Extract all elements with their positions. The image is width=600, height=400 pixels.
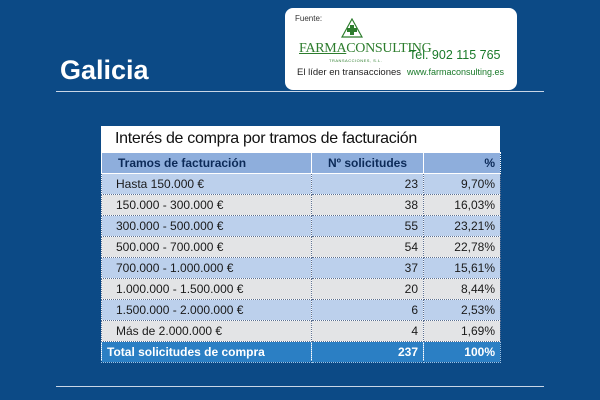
row-percent: 9,70% xyxy=(424,174,501,195)
header-tramos: Tramos de facturación xyxy=(102,153,312,174)
table-row xyxy=(102,195,501,216)
table-row xyxy=(102,300,501,321)
total-percent: 100% xyxy=(424,342,501,363)
row-solicitudes: 37 xyxy=(312,258,424,279)
row-percent: 2,53% xyxy=(424,300,501,321)
row-percent: 16,03% xyxy=(424,195,501,216)
row-solicitudes: 38 xyxy=(312,195,424,216)
row-solicitudes: 55 xyxy=(312,216,424,237)
brand-name-second: CONSULTING xyxy=(346,41,432,56)
row-tramo: Más de 2.000.000 € xyxy=(102,321,312,342)
row-percent: 15,61% xyxy=(424,258,501,279)
row-percent: 23,21% xyxy=(424,216,501,237)
table-row xyxy=(102,321,501,342)
header-percent: % xyxy=(424,153,501,174)
website-url: www.farmaconsulting.es xyxy=(407,67,505,77)
row-tramo: 500.000 - 700.000 € xyxy=(102,237,312,258)
row-tramo: 1.500.000 - 2.000.000 € xyxy=(102,300,312,321)
region-title: Galicia xyxy=(60,55,149,85)
table-title: Interés de compra por tramos de facturación xyxy=(115,130,417,147)
row-solicitudes: 23 xyxy=(312,174,424,195)
row-percent: 22,78% xyxy=(424,237,501,258)
row-solicitudes: 6 xyxy=(312,300,424,321)
row-tramo: 150.000 - 300.000 € xyxy=(102,195,312,216)
row-percent: 1,69% xyxy=(424,321,501,342)
top-divider xyxy=(56,91,544,92)
pharmacy-cross-logo-icon xyxy=(341,18,363,38)
table-row xyxy=(102,174,501,195)
brand-slogan: El líder en transacciones xyxy=(297,67,402,78)
phone-number: Tel. 902 115 765 xyxy=(409,48,501,62)
total-solicitudes: 237 xyxy=(312,342,424,363)
bottom-divider xyxy=(56,386,544,387)
brand-subtitle: TRANSACCIONES, S.L. xyxy=(329,58,383,63)
row-solicitudes: 54 xyxy=(312,237,424,258)
table-row xyxy=(102,216,501,237)
row-percent: 8,44% xyxy=(424,279,501,300)
table-total-row xyxy=(102,342,501,363)
row-solicitudes: 20 xyxy=(312,279,424,300)
table-panel xyxy=(101,126,500,360)
row-tramo: 300.000 - 500.000 € xyxy=(102,216,312,237)
row-tramo: 1.000.000 - 1.500.000 € xyxy=(102,279,312,300)
facturacion-table xyxy=(101,152,501,363)
row-tramo: Hasta 150.000 € xyxy=(102,174,312,195)
row-solicitudes: 4 xyxy=(312,321,424,342)
source-label: Fuente: xyxy=(295,14,323,23)
brand-name-first: FARMA xyxy=(299,41,347,56)
header-solicitudes: Nº solicitudes xyxy=(312,153,424,174)
total-label: Total solicitudes de compra xyxy=(102,342,312,363)
table-row xyxy=(102,237,501,258)
row-tramo: 700.000 - 1.000.000 € xyxy=(102,258,312,279)
table-row xyxy=(102,258,501,279)
source-card xyxy=(285,8,517,90)
table-header-row xyxy=(102,153,501,174)
table-row xyxy=(102,279,501,300)
